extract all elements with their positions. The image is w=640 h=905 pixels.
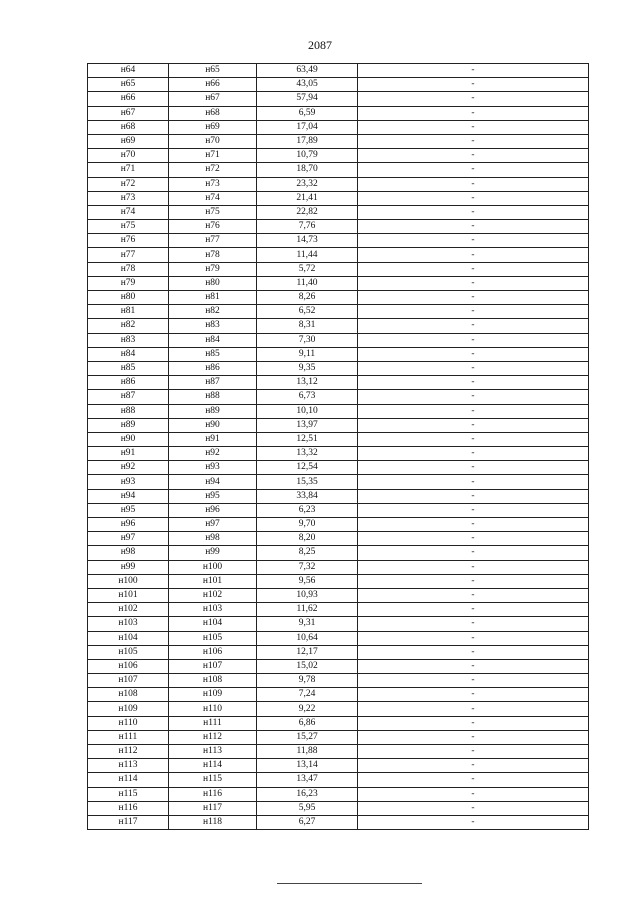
note-cell: - <box>358 475 589 489</box>
length-cell: 7,76 <box>257 220 358 234</box>
from-point-cell: н66 <box>88 92 169 106</box>
length-cell: 8,25 <box>257 546 358 560</box>
from-point-cell: н91 <box>88 447 169 461</box>
note-cell: - <box>358 745 589 759</box>
from-point-cell: н77 <box>88 248 169 262</box>
length-cell: 5,95 <box>257 801 358 815</box>
table-row <box>88 120 589 134</box>
to-point-cell: н77 <box>169 234 257 248</box>
table-row <box>88 475 589 489</box>
table-row <box>88 603 589 617</box>
length-cell: 13,14 <box>257 759 358 773</box>
from-point-cell: н104 <box>88 631 169 645</box>
to-point-cell: н90 <box>169 418 257 432</box>
to-point-cell: н115 <box>169 773 257 787</box>
length-cell: 6,59 <box>257 106 358 120</box>
to-point-cell: н82 <box>169 305 257 319</box>
table-row <box>88 333 589 347</box>
to-point-cell: н71 <box>169 149 257 163</box>
table-row <box>88 319 589 333</box>
note-cell: - <box>358 688 589 702</box>
from-point-cell: н94 <box>88 489 169 503</box>
length-cell: 8,20 <box>257 532 358 546</box>
length-cell: 14,73 <box>257 234 358 248</box>
note-cell: - <box>358 404 589 418</box>
note-cell: - <box>358 134 589 148</box>
length-cell: 9,31 <box>257 617 358 631</box>
note-cell: - <box>358 603 589 617</box>
table-row <box>88 220 589 234</box>
length-cell: 17,04 <box>257 120 358 134</box>
table-row <box>88 404 589 418</box>
boundary-table <box>87 63 589 830</box>
to-point-cell: н83 <box>169 319 257 333</box>
length-cell: 23,32 <box>257 177 358 191</box>
from-point-cell: н103 <box>88 617 169 631</box>
table-row <box>88 801 589 815</box>
length-cell: 12,54 <box>257 461 358 475</box>
to-point-cell: н68 <box>169 106 257 120</box>
from-point-cell: н65 <box>88 78 169 92</box>
length-cell: 9,78 <box>257 674 358 688</box>
from-point-cell: н70 <box>88 149 169 163</box>
to-point-cell: н114 <box>169 759 257 773</box>
to-point-cell: н74 <box>169 191 257 205</box>
to-point-cell: н85 <box>169 347 257 361</box>
note-cell: - <box>358 461 589 475</box>
note-cell: - <box>358 787 589 801</box>
from-point-cell: н84 <box>88 347 169 361</box>
table-row <box>88 759 589 773</box>
from-point-cell: н96 <box>88 518 169 532</box>
from-point-cell: н112 <box>88 745 169 759</box>
to-point-cell: н117 <box>169 801 257 815</box>
table-row <box>88 730 589 744</box>
length-cell: 9,35 <box>257 361 358 375</box>
table-row <box>88 262 589 276</box>
length-cell: 7,30 <box>257 333 358 347</box>
table-row <box>88 78 589 92</box>
note-cell: - <box>358 560 589 574</box>
length-cell: 6,52 <box>257 305 358 319</box>
to-point-cell: н113 <box>169 745 257 759</box>
to-point-cell: н109 <box>169 688 257 702</box>
from-point-cell: н106 <box>88 659 169 673</box>
length-cell: 11,44 <box>257 248 358 262</box>
table-row <box>88 702 589 716</box>
from-point-cell: н83 <box>88 333 169 347</box>
table-row <box>88 645 589 659</box>
table-row <box>88 248 589 262</box>
from-point-cell: н90 <box>88 432 169 446</box>
to-point-cell: н84 <box>169 333 257 347</box>
table-row <box>88 347 589 361</box>
note-cell: - <box>358 262 589 276</box>
table-row <box>88 588 589 602</box>
length-cell: 6,27 <box>257 815 358 829</box>
note-cell: - <box>358 220 589 234</box>
to-point-cell: н88 <box>169 390 257 404</box>
table-row <box>88 574 589 588</box>
table-row <box>88 92 589 106</box>
from-point-cell: н111 <box>88 730 169 744</box>
to-point-cell: н79 <box>169 262 257 276</box>
note-cell: - <box>358 92 589 106</box>
length-cell: 9,22 <box>257 702 358 716</box>
note-cell: - <box>358 347 589 361</box>
table-row <box>88 560 589 574</box>
to-point-cell: н67 <box>169 92 257 106</box>
to-point-cell: н106 <box>169 645 257 659</box>
to-point-cell: н102 <box>169 588 257 602</box>
from-point-cell: н110 <box>88 716 169 730</box>
length-cell: 9,70 <box>257 518 358 532</box>
to-point-cell: н70 <box>169 134 257 148</box>
note-cell: - <box>358 773 589 787</box>
to-point-cell: н112 <box>169 730 257 744</box>
length-cell: 12,17 <box>257 645 358 659</box>
note-cell: - <box>358 149 589 163</box>
length-cell: 10,79 <box>257 149 358 163</box>
from-point-cell: н76 <box>88 234 169 248</box>
from-point-cell: н78 <box>88 262 169 276</box>
table-row <box>88 532 589 546</box>
from-point-cell: н113 <box>88 759 169 773</box>
from-point-cell: н86 <box>88 376 169 390</box>
note-cell: - <box>358 631 589 645</box>
note-cell: - <box>358 361 589 375</box>
table-row <box>88 205 589 219</box>
from-point-cell: н88 <box>88 404 169 418</box>
length-cell: 8,31 <box>257 319 358 333</box>
note-cell: - <box>358 574 589 588</box>
note-cell: - <box>358 106 589 120</box>
from-point-cell: н116 <box>88 801 169 815</box>
from-point-cell: н117 <box>88 815 169 829</box>
note-cell: - <box>358 390 589 404</box>
table-row <box>88 361 589 375</box>
length-cell: 12,51 <box>257 432 358 446</box>
note-cell: - <box>358 447 589 461</box>
note-cell: - <box>358 730 589 744</box>
length-cell: 9,11 <box>257 347 358 361</box>
length-cell: 10,93 <box>257 588 358 602</box>
table-row <box>88 716 589 730</box>
length-cell: 15,27 <box>257 730 358 744</box>
from-point-cell: н85 <box>88 361 169 375</box>
length-cell: 7,32 <box>257 560 358 574</box>
length-cell: 11,88 <box>257 745 358 759</box>
table-row <box>88 518 589 532</box>
from-point-cell: н115 <box>88 787 169 801</box>
to-point-cell: н101 <box>169 574 257 588</box>
length-cell: 11,40 <box>257 276 358 290</box>
table-row <box>88 64 589 78</box>
to-point-cell: н116 <box>169 787 257 801</box>
table-row <box>88 163 589 177</box>
table-row <box>88 106 589 120</box>
to-point-cell: н89 <box>169 404 257 418</box>
note-cell: - <box>358 518 589 532</box>
note-cell: - <box>358 376 589 390</box>
table-row <box>88 688 589 702</box>
from-point-cell: н80 <box>88 291 169 305</box>
table-row <box>88 447 589 461</box>
from-point-cell: н107 <box>88 674 169 688</box>
to-point-cell: н107 <box>169 659 257 673</box>
from-point-cell: н74 <box>88 205 169 219</box>
note-cell: - <box>358 177 589 191</box>
from-point-cell: н114 <box>88 773 169 787</box>
table-row <box>88 376 589 390</box>
table-row <box>88 305 589 319</box>
to-point-cell: н103 <box>169 603 257 617</box>
page-number: 2087 <box>308 38 332 52</box>
note-cell: - <box>358 163 589 177</box>
note-cell: - <box>358 702 589 716</box>
table-row <box>88 546 589 560</box>
note-cell: - <box>358 815 589 829</box>
note-cell: - <box>358 78 589 92</box>
to-point-cell: н100 <box>169 560 257 574</box>
note-cell: - <box>358 645 589 659</box>
length-cell: 22,82 <box>257 205 358 219</box>
note-cell: - <box>358 248 589 262</box>
from-point-cell: н100 <box>88 574 169 588</box>
to-point-cell: н118 <box>169 815 257 829</box>
from-point-cell: н102 <box>88 603 169 617</box>
to-point-cell: н75 <box>169 205 257 219</box>
to-point-cell: н95 <box>169 489 257 503</box>
note-cell: - <box>358 120 589 134</box>
table-body <box>88 64 589 830</box>
to-point-cell: н73 <box>169 177 257 191</box>
to-point-cell: н104 <box>169 617 257 631</box>
from-point-cell: н93 <box>88 475 169 489</box>
note-cell: - <box>358 759 589 773</box>
from-point-cell: н97 <box>88 532 169 546</box>
length-cell: 15,02 <box>257 659 358 673</box>
length-cell: 21,41 <box>257 191 358 205</box>
from-point-cell: н98 <box>88 546 169 560</box>
length-cell: 13,12 <box>257 376 358 390</box>
table-row <box>88 432 589 446</box>
to-point-cell: н93 <box>169 461 257 475</box>
note-cell: - <box>358 532 589 546</box>
length-cell: 16,23 <box>257 787 358 801</box>
note-cell: - <box>358 716 589 730</box>
length-cell: 6,73 <box>257 390 358 404</box>
note-cell: - <box>358 546 589 560</box>
table-row <box>88 134 589 148</box>
table-row <box>88 617 589 631</box>
table-row <box>88 461 589 475</box>
to-point-cell: н69 <box>169 120 257 134</box>
to-point-cell: н92 <box>169 447 257 461</box>
note-cell: - <box>358 489 589 503</box>
table-row <box>88 418 589 432</box>
to-point-cell: н111 <box>169 716 257 730</box>
length-cell: 10,10 <box>257 404 358 418</box>
length-cell: 33,84 <box>257 489 358 503</box>
from-point-cell: н89 <box>88 418 169 432</box>
note-cell: - <box>358 659 589 673</box>
to-point-cell: н99 <box>169 546 257 560</box>
table-row <box>88 149 589 163</box>
from-point-cell: н108 <box>88 688 169 702</box>
note-cell: - <box>358 503 589 517</box>
length-cell: 9,56 <box>257 574 358 588</box>
from-point-cell: н69 <box>88 134 169 148</box>
length-cell: 15,35 <box>257 475 358 489</box>
note-cell: - <box>358 801 589 815</box>
to-point-cell: н66 <box>169 78 257 92</box>
note-cell: - <box>358 674 589 688</box>
to-point-cell: н87 <box>169 376 257 390</box>
table-row <box>88 631 589 645</box>
length-cell: 43,05 <box>257 78 358 92</box>
note-cell: - <box>358 333 589 347</box>
to-point-cell: н91 <box>169 432 257 446</box>
note-cell: - <box>358 191 589 205</box>
length-cell: 13,97 <box>257 418 358 432</box>
note-cell: - <box>358 617 589 631</box>
from-point-cell: н79 <box>88 276 169 290</box>
table-row <box>88 787 589 801</box>
note-cell: - <box>358 291 589 305</box>
table-row <box>88 815 589 829</box>
table-row <box>88 234 589 248</box>
to-point-cell: н108 <box>169 674 257 688</box>
from-point-cell: н64 <box>88 64 169 78</box>
from-point-cell: н95 <box>88 503 169 517</box>
from-point-cell: н99 <box>88 560 169 574</box>
from-point-cell: н92 <box>88 461 169 475</box>
from-point-cell: н67 <box>88 106 169 120</box>
from-point-cell: н87 <box>88 390 169 404</box>
from-point-cell: н73 <box>88 191 169 205</box>
table-row <box>88 191 589 205</box>
length-cell: 17,89 <box>257 134 358 148</box>
to-point-cell: н105 <box>169 631 257 645</box>
from-point-cell: н71 <box>88 163 169 177</box>
from-point-cell: н82 <box>88 319 169 333</box>
length-cell: 13,47 <box>257 773 358 787</box>
to-point-cell: н80 <box>169 276 257 290</box>
to-point-cell: н94 <box>169 475 257 489</box>
length-cell: 57,94 <box>257 92 358 106</box>
table-row <box>88 489 589 503</box>
length-cell: 18,70 <box>257 163 358 177</box>
to-point-cell: н110 <box>169 702 257 716</box>
table-row <box>88 291 589 305</box>
from-point-cell: н75 <box>88 220 169 234</box>
to-point-cell: н86 <box>169 361 257 375</box>
length-cell: 13,32 <box>257 447 358 461</box>
to-point-cell: н98 <box>169 532 257 546</box>
table-row <box>88 659 589 673</box>
to-point-cell: н97 <box>169 518 257 532</box>
note-cell: - <box>358 305 589 319</box>
to-point-cell: н78 <box>169 248 257 262</box>
note-cell: - <box>358 64 589 78</box>
to-point-cell: н76 <box>169 220 257 234</box>
table-row <box>88 503 589 517</box>
length-cell: 7,24 <box>257 688 358 702</box>
from-point-cell: н72 <box>88 177 169 191</box>
from-point-cell: н68 <box>88 120 169 134</box>
table-row <box>88 390 589 404</box>
note-cell: - <box>358 205 589 219</box>
length-cell: 10,64 <box>257 631 358 645</box>
note-cell: - <box>358 418 589 432</box>
length-cell: 63,49 <box>257 64 358 78</box>
note-cell: - <box>358 319 589 333</box>
to-point-cell: н96 <box>169 503 257 517</box>
note-cell: - <box>358 588 589 602</box>
to-point-cell: н72 <box>169 163 257 177</box>
note-cell: - <box>358 234 589 248</box>
from-point-cell: н105 <box>88 645 169 659</box>
from-point-cell: н101 <box>88 588 169 602</box>
table-row <box>88 177 589 191</box>
table-row <box>88 773 589 787</box>
table-row <box>88 674 589 688</box>
bottom-rule <box>277 883 422 884</box>
note-cell: - <box>358 432 589 446</box>
to-point-cell: н65 <box>169 64 257 78</box>
length-cell: 6,86 <box>257 716 358 730</box>
to-point-cell: н81 <box>169 291 257 305</box>
table-row <box>88 276 589 290</box>
length-cell: 11,62 <box>257 603 358 617</box>
from-point-cell: н109 <box>88 702 169 716</box>
length-cell: 5,72 <box>257 262 358 276</box>
length-cell: 8,26 <box>257 291 358 305</box>
length-cell: 6,23 <box>257 503 358 517</box>
from-point-cell: н81 <box>88 305 169 319</box>
note-cell: - <box>358 276 589 290</box>
table-row <box>88 745 589 759</box>
